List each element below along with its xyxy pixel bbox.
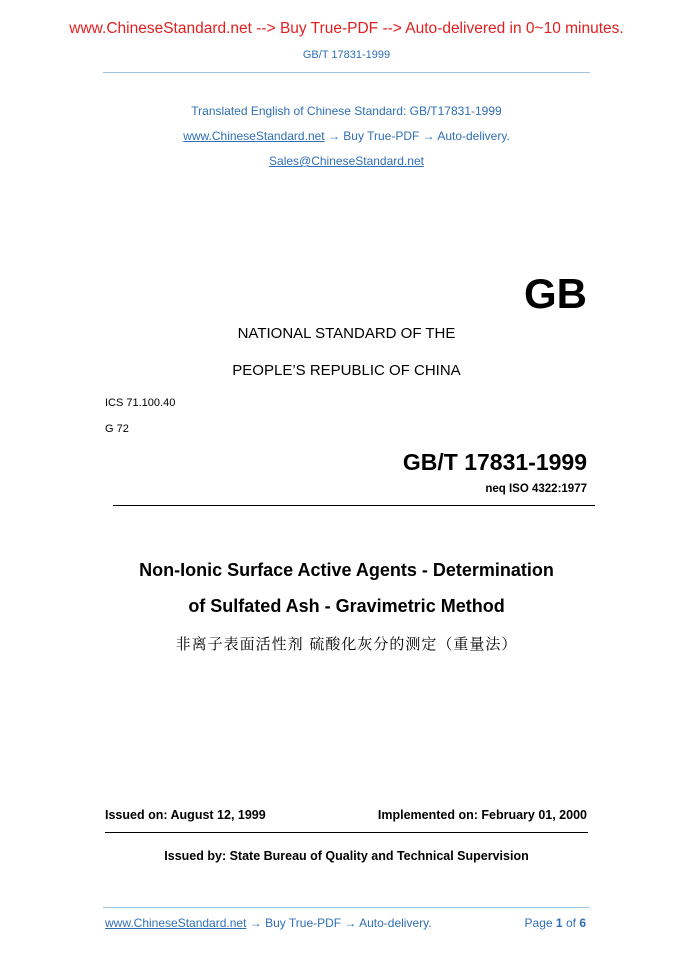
issue-divider [105,832,588,833]
issued-by: Issued by: State Bureau of Quality and Technical Supervision [164,849,529,863]
promo-text: → Buy True-PDF → Auto-delivery. [324,129,510,143]
of-label: of [565,916,576,930]
code-divider [113,505,595,506]
issued-on: Issued on: August 12, 1999 [105,808,266,822]
page-total: 6 [579,916,586,930]
implemented-on: Implemented on: February 01, 2000 [377,808,587,822]
footer-text: → Buy True-PDF → Auto-delivery. [246,916,432,930]
neq-reference: neq ISO 4322:1977 [485,483,587,495]
top-banner[interactable]: www.ChineseStandard.net --> Buy True-PDF --> Auto-delivered in 0~10 minutes. [69,20,624,37]
page-label: Page [524,916,553,930]
g-code: G 72 [105,423,129,435]
title-line-1: Non-Ionic Surface Active Agents - Determination [139,560,554,580]
gb-mark: GB [524,270,587,317]
footer-divider [103,907,590,908]
promo-link[interactable]: www.ChineseStandard.net [183,129,325,143]
title-line-2: of Sulfated Ash - Gravimetric Method [188,596,505,616]
page-indicator [525,916,586,930]
ics-code: ICS 71.100.40 [105,397,176,409]
footer-promo [105,916,432,930]
header-divider [103,72,590,73]
national-line-1: NATIONAL STANDARD OF THE [237,325,456,342]
standard-code: GB/T 17831-1999 [402,449,587,475]
promo-line [0,129,693,143]
page-number: 1 [555,916,563,930]
sales-email-link[interactable]: Sales@ChineseStandard.net [269,154,424,168]
footer-link[interactable]: www.ChineseStandard.net [105,916,247,930]
header-standard-code: GB/T 17831-1999 [302,49,391,61]
national-line-2: PEOPLE’S REPUBLIC OF CHINA [232,362,461,379]
title-chinese: 非离子表面活性剂 硫酸化灰分的测定（重量法） [175,635,518,653]
translated-line: Translated English of Chinese Standard: GB/T17831-1999 [191,104,502,118]
sales-line [0,154,693,168]
